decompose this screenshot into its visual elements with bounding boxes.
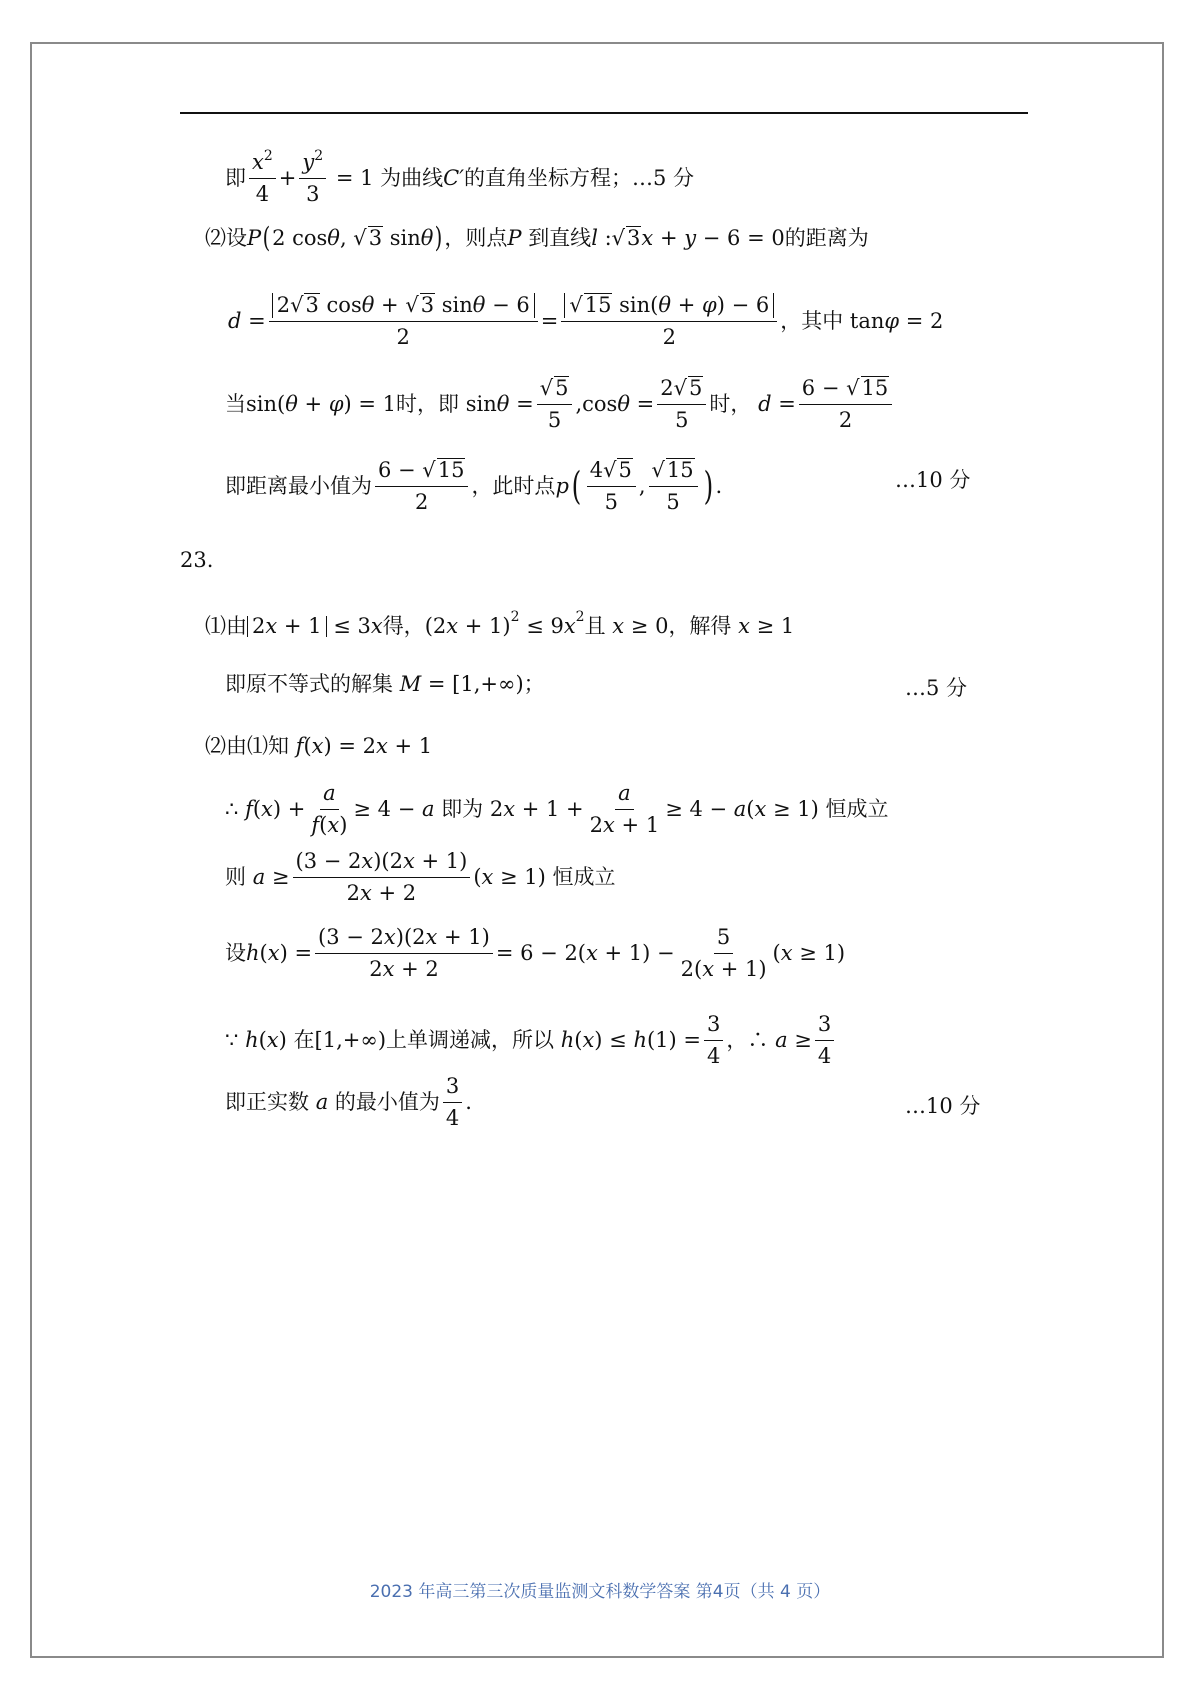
final-answer-line: 即正实数 a 的最小值为 3 4 . bbox=[225, 1074, 472, 1130]
fraction: √15 sin(θ + φ) − 6 2 bbox=[561, 293, 777, 348]
solution-set-line: 即原不等式的解集 M = [1,+∞)； bbox=[225, 671, 545, 696]
fraction: 5 2(x + 1) bbox=[680, 925, 767, 981]
a-bound-line: 则 a ≥ (3 − 2x)(2x + 1) 2x + 2 ( x ≥ 1) 恒成立 bbox=[225, 849, 616, 905]
score-label: …10 分 bbox=[905, 1094, 981, 1118]
header-rule bbox=[180, 112, 1028, 114]
fraction: 3 4 bbox=[443, 1074, 462, 1129]
fraction: (3 − 2x)(2x + 1) 2x + 2 bbox=[315, 925, 493, 980]
fraction: (3 − 2x)(2x + 1) 2x + 2 bbox=[293, 849, 471, 904]
page-footer: 2023 年高三第三次质量监测文科数学答案 第4页（共 4 页） bbox=[369, 1582, 831, 1602]
fraction: 2√3 cosθ + √3 sinθ − 6 2 bbox=[269, 293, 538, 348]
score-label: …5 分 bbox=[905, 676, 968, 700]
extremum-condition: 当 sin( θ + φ ) = 1 时，即 sin θ = √5 5 ,cos θ = 2√5 5 时， d = 6 − √15 2 bbox=[225, 374, 895, 434]
monotonic-line: ∵ h ( x ) 在 [1,+∞) 上单调递减，所以 h ( x ) ≤ h (1) = 3 4 ，∴ a ≥ 3 4 bbox=[225, 1012, 837, 1068]
fraction: 3 4 bbox=[704, 1012, 723, 1067]
inequality-transform: ∴ f ( x ) + a f(x) ≥ 4 − a 即为 2 x + 1 + a 2x + 1 ≥ 4 − a ( x ≥ 1) 恒成立 bbox=[225, 781, 889, 837]
minimum-distance-line: 即距离最小值为 6 − √15 2 ，此时点 p ( 4√5 5 , √15 5 ) . bbox=[225, 458, 723, 514]
fraction: 3 4 bbox=[815, 1012, 834, 1067]
curve-equation-line: 即 $x^2$ 4 + $y^2$ 3 = 1 为曲线 C′ 的直角坐标方程；…5 分 bbox=[225, 148, 695, 206]
h-definition-line: 设 h ( x ) = (3 − 2x)(2x + 1) 2x + 2 = 6 − 2( x + 1) − 5 2(x + 1) ( x ≥ 1) bbox=[225, 925, 846, 981]
fraction: $y^2$ 3 bbox=[299, 150, 326, 205]
distance-formula: d = 2√3 cosθ + √3 sinθ − 6 2 = √15 sin(θ + φ) − 6 2 ，其中 tan φ = 2 bbox=[228, 293, 944, 349]
fraction: √15 5 bbox=[649, 458, 698, 513]
fraction: a 2x + 1 bbox=[589, 781, 660, 837]
fraction: 6 − √15 2 bbox=[799, 376, 892, 431]
fraction: 4√5 5 bbox=[587, 458, 636, 513]
fraction: 6 − √15 2 bbox=[375, 458, 468, 513]
fraction: a f(x) bbox=[311, 781, 348, 837]
question-number: 23. bbox=[180, 548, 214, 572]
fraction: √5 5 bbox=[537, 376, 573, 431]
point-line-intro: ⑵设 P ( 2 cos θ , √ 3 sin θ ) ，则点 P 到直线 l :√ 3 x + y − 6 = 0 的距离为 bbox=[205, 221, 869, 254]
fraction: $x^2$ 4 bbox=[249, 150, 276, 205]
part2-intro: ⑵由⑴知 f ( x ) = 2 x + 1 bbox=[205, 733, 433, 758]
inequality-part1: ⑴由 2x + 1 ≤ 3 x 得， (2 x + 1) 2 ≤ 9 x 2 且 x ≥ 0 ，解得 x ≥ 1 bbox=[205, 609, 795, 638]
fraction: 2√5 5 bbox=[657, 376, 706, 431]
score-label: …10 分 bbox=[895, 468, 971, 492]
